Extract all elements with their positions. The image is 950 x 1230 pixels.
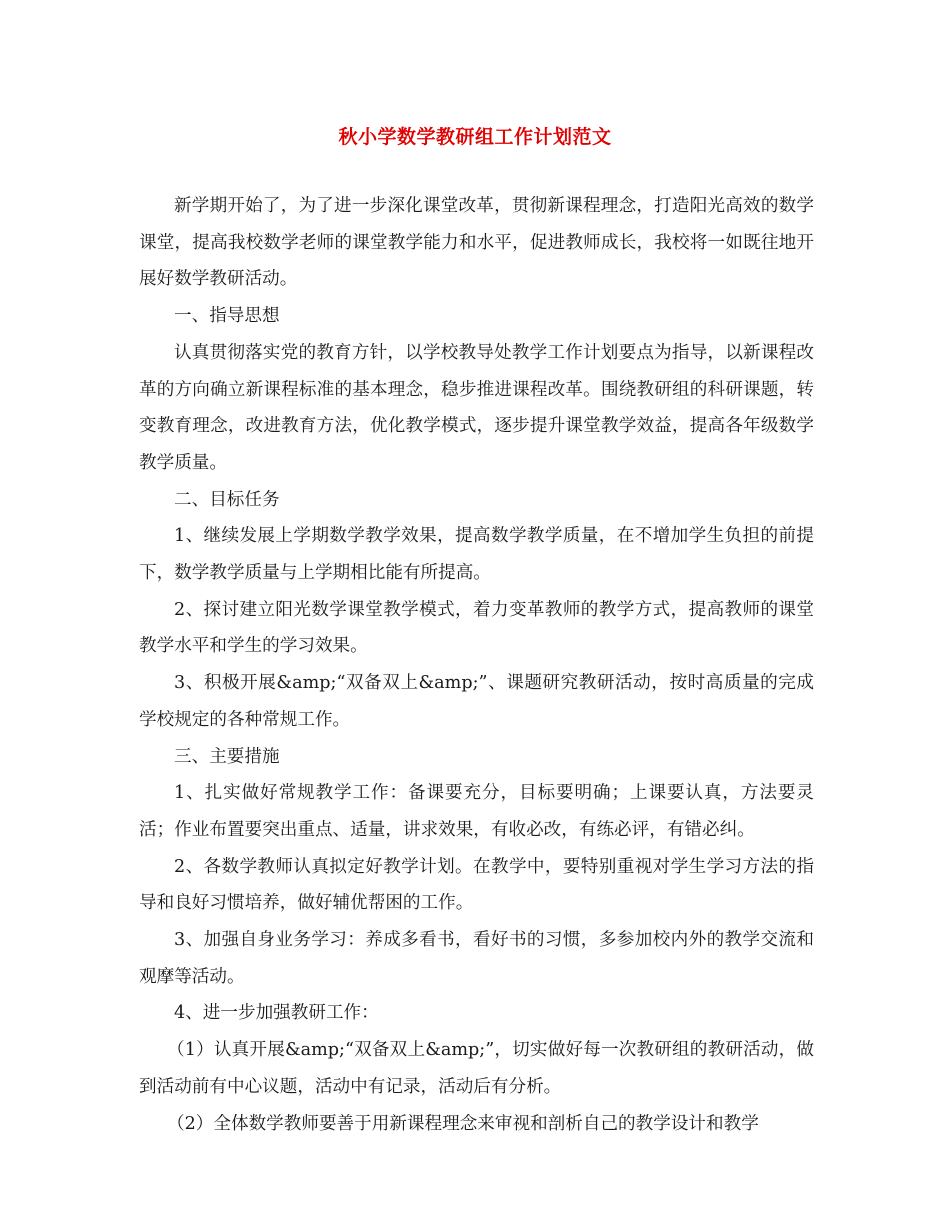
document-body: [139, 188, 814, 1142]
measure-subitem-2: （2）全体数学教师要善于用新课程理念来审视和剖析自己的教学设计和教学: [167, 1113, 759, 1134]
document-title: 秋小学数学教研组工作计划范文: [338, 126, 612, 148]
measure-subitem-1: （1）认真开展&amp;“双备双上&amp;”，切实做好每一次教研组的教研活动，做到活动前有中心议题，活动中有记录，活动后有分析。: [139, 1040, 814, 1097]
measure-item-1: 1、扎实做好常规教学工作：备课要充分，目标要明确；上课要认真，方法要灵活；作业布置要突出重点、适量，讲求效果，有收必改，有练必评，有错必纠。: [139, 783, 814, 840]
goal-item-1: 1、继续发展上学期数学教学效果，提高数学教学质量，在不增加学生负担的前提下，数学教学质量与上学期相比能有所提高。: [139, 526, 814, 584]
intro-paragraph: 新学期开始了，为了进一步深化课堂改革，贯彻新课程理念，打造阳光高效的数学课堂，提高我校数学老师的课堂教学能力和水平，促进教师成长，我校将一如既往地开展好数学教研活动。: [139, 196, 814, 290]
guiding-ideology-paragraph: 认真贯彻落实党的教育方针，以学校教导处教学工作计划要点为指导，以新课程改革的方向确立新课程标准的基本理念，稳步推进课程改革。围绕教研组的科研课题，转变教育理念，改进教育方法，优化教学模式，逐步提升课堂教学效益，提高各年级数学教学质量。: [139, 342, 814, 473]
goal-item-3: 3、积极开展&amp;“双备双上&amp;”、课题研究教研活动，按时高质量的完成学校规定的各种常规工作。: [139, 673, 814, 730]
section-heading-measures: 三、主要措施: [174, 746, 280, 767]
section-heading-goals: 二、目标任务: [174, 489, 280, 510]
goal-item-2: 2、探讨建立阳光数学课堂教学模式，着力变革教师的教学方式，提高教师的课堂教学水平和学生的学习效果。: [139, 599, 814, 657]
section-heading-guiding-ideology: 一、指导思想: [174, 306, 280, 327]
measure-item-4: 4、进一步加强教研工作：: [174, 1003, 379, 1024]
measure-item-2: 2、各数学教师认真拟定好教学计划。在教学中，要特别重视对学生学习方法的指导和良好习惯培养，做好辅优帮困的工作。: [139, 856, 814, 914]
measure-item-3: 3、加强自身业务学习：养成多看书，看好书的习惯，多参加校内外的教学交流和观摩等活动。: [139, 930, 814, 987]
